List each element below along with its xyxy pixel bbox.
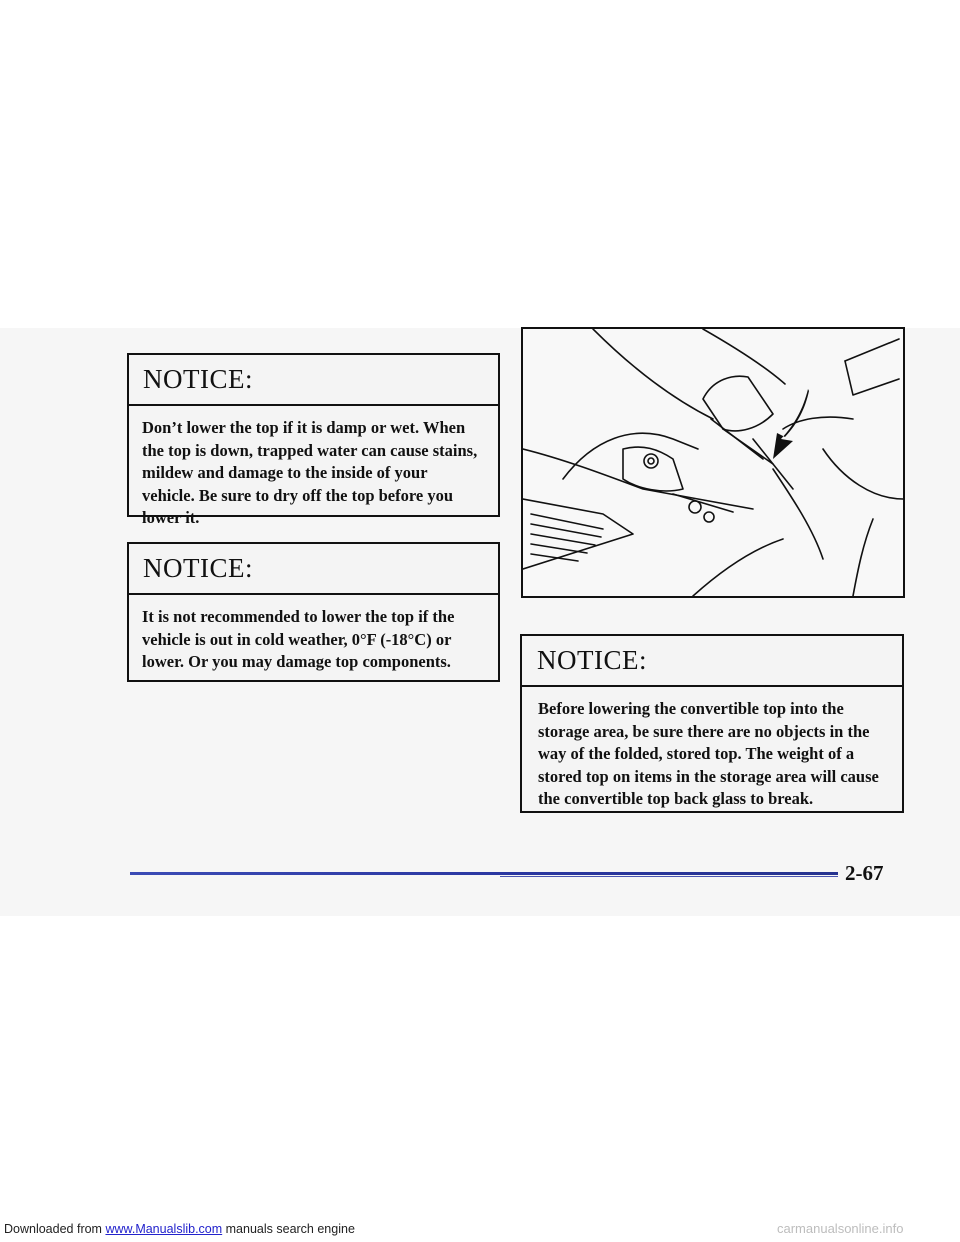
download-footer	[4, 1222, 355, 1236]
notice-box-cold-weather	[127, 542, 500, 682]
watermark: carmanualsonline.info	[777, 1221, 904, 1236]
notice-text: Before lowering the convertible top into the storage area, be sure there are no objects in the way of the folded, stored top. The weight of a stored top on items in the storage area will cause the convertible top back glass to break.	[538, 699, 879, 808]
footer-prefix: Downloaded from	[4, 1222, 106, 1236]
notice-heading: NOTICE:	[129, 355, 498, 406]
page-rule-thin	[500, 876, 838, 877]
page-number: 2-67	[845, 861, 884, 885]
footer-suffix: manuals search engine	[222, 1222, 355, 1236]
notice-heading: NOTICE:	[129, 544, 498, 595]
manualslib-link[interactable]: www.Manualslib.com	[105, 1222, 223, 1236]
notice-text: It is not recommended to lower the top if the vehicle is out in cold weather, 0°F (-18°C) or lower. Or you may damage top components.	[142, 607, 455, 671]
page-rule	[130, 872, 838, 875]
storage-area-drawing	[523, 329, 903, 596]
notice-box-damp-top	[127, 353, 500, 527]
notice-text: Don’t lower the top if it is damp or wet. When the top is down, trapped water can cause stains, mildew and damage to the inside of your vehicle. Be sure to dry off the top before you lower it.	[142, 418, 478, 527]
notice-box-storage-area	[520, 634, 904, 813]
notice-heading: NOTICE:	[522, 636, 902, 687]
convertible-storage-illustration	[521, 327, 905, 598]
